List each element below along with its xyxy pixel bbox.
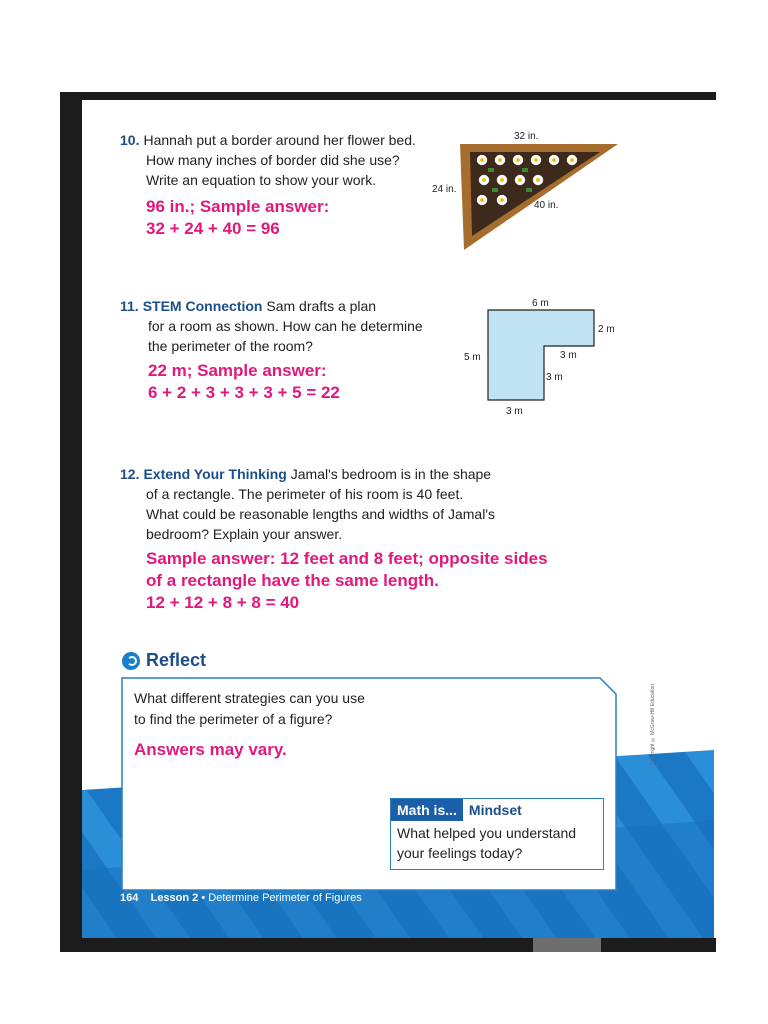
question-text-line: How many inches of border did she use? bbox=[146, 152, 400, 168]
lesson-title: Determine Perimeter of Figures bbox=[208, 892, 362, 904]
room-plan-figure bbox=[460, 296, 630, 424]
math-is-label: Math is... bbox=[391, 799, 463, 821]
reflect-heading bbox=[122, 650, 206, 671]
reflect-question-line: to find the perimeter of a figure? bbox=[134, 711, 333, 727]
answer-line: 12 + 12 + 8 + 8 = 40 bbox=[146, 593, 300, 612]
mindset-question-line: What helped you understand bbox=[397, 825, 577, 841]
figure-label-inner-vertical: 3 m bbox=[546, 372, 563, 383]
answer-line: Sample answer: 12 feet and 8 feet; opposite sides bbox=[146, 549, 548, 568]
question-text-line: of a rectangle. The perimeter of his room is 40 feet. bbox=[146, 486, 464, 502]
answer-line: 32 + 24 + 40 = 96 bbox=[146, 219, 280, 238]
page-number: 164 bbox=[120, 892, 139, 904]
figure-label-hypotenuse: 40 in. bbox=[534, 200, 559, 211]
figure-label-right: 2 m bbox=[598, 324, 615, 335]
mindset-box bbox=[390, 798, 604, 870]
question-text-line: for a room as shown. How can he determine bbox=[148, 318, 423, 334]
answer-line: 96 in.; Sample answer: bbox=[146, 197, 330, 216]
viewer-frame-bottom bbox=[60, 938, 716, 952]
answer-line: 22 m; Sample answer: bbox=[148, 361, 327, 380]
viewer-frame-left bbox=[60, 92, 82, 950]
viewer-scrollbar-thumb[interactable] bbox=[533, 938, 601, 952]
stem-connection-tag: STEM Connection bbox=[142, 298, 263, 314]
footer-bullet: • bbox=[201, 892, 206, 904]
question-number: 12. bbox=[120, 466, 140, 482]
mindset-label: Mindset bbox=[468, 802, 522, 818]
answer-line: of a rectangle have the same length. bbox=[146, 571, 439, 590]
question-text-line: Hannah put a border around her flower bed. bbox=[143, 132, 416, 148]
question-number: 11. bbox=[120, 298, 139, 314]
extend-thinking-tag: Extend Your Thinking bbox=[143, 466, 287, 482]
figure-label-left: 5 m bbox=[464, 352, 481, 363]
answer-10 bbox=[146, 196, 329, 240]
question-number: 10. bbox=[120, 132, 140, 148]
question-text-line: bedroom? Explain your answer. bbox=[146, 526, 343, 542]
copyright-notice: Copyright © McGraw-Hill Education bbox=[650, 683, 656, 765]
question-11 bbox=[120, 296, 423, 356]
viewer-frame-top bbox=[60, 92, 716, 100]
reflect-answer: Answers may vary. bbox=[134, 740, 287, 759]
figure-label-bottom: 3 m bbox=[506, 406, 523, 417]
reflect-title-text: Reflect bbox=[146, 650, 207, 670]
flower-bed-figure bbox=[422, 128, 622, 258]
answer-line: 6 + 2 + 3 + 3 + 3 + 5 = 22 bbox=[148, 383, 340, 402]
answer-11 bbox=[148, 360, 340, 404]
question-10 bbox=[120, 130, 416, 190]
reflect-question-line: What different strategies can you use bbox=[134, 690, 365, 706]
reflect-icon bbox=[122, 652, 140, 670]
question-text-line: Write an equation to show your work. bbox=[146, 172, 377, 188]
question-text-line: the perimeter of the room? bbox=[148, 338, 313, 354]
workbook-page bbox=[82, 100, 714, 938]
reflect-question bbox=[134, 688, 365, 730]
page-footer bbox=[120, 892, 362, 904]
mindset-question-line: your feelings today? bbox=[397, 845, 523, 861]
question-text-line: What could be reasonable lengths and widths of Jamal's bbox=[146, 506, 495, 522]
answer-12 bbox=[146, 548, 548, 614]
mindset-question bbox=[391, 821, 603, 865]
figure-label-top: 32 in. bbox=[514, 131, 539, 142]
question-12 bbox=[120, 464, 495, 544]
figure-label-left: 24 in. bbox=[432, 184, 457, 195]
figure-label-inner-horizontal: 3 m bbox=[560, 350, 577, 361]
lesson-label: Lesson 2 bbox=[150, 892, 199, 904]
question-text-line: Jamal's bedroom is in the shape bbox=[286, 466, 492, 482]
question-text-line: Sam drafts a plan bbox=[262, 298, 377, 314]
figure-label-top: 6 m bbox=[532, 298, 549, 309]
